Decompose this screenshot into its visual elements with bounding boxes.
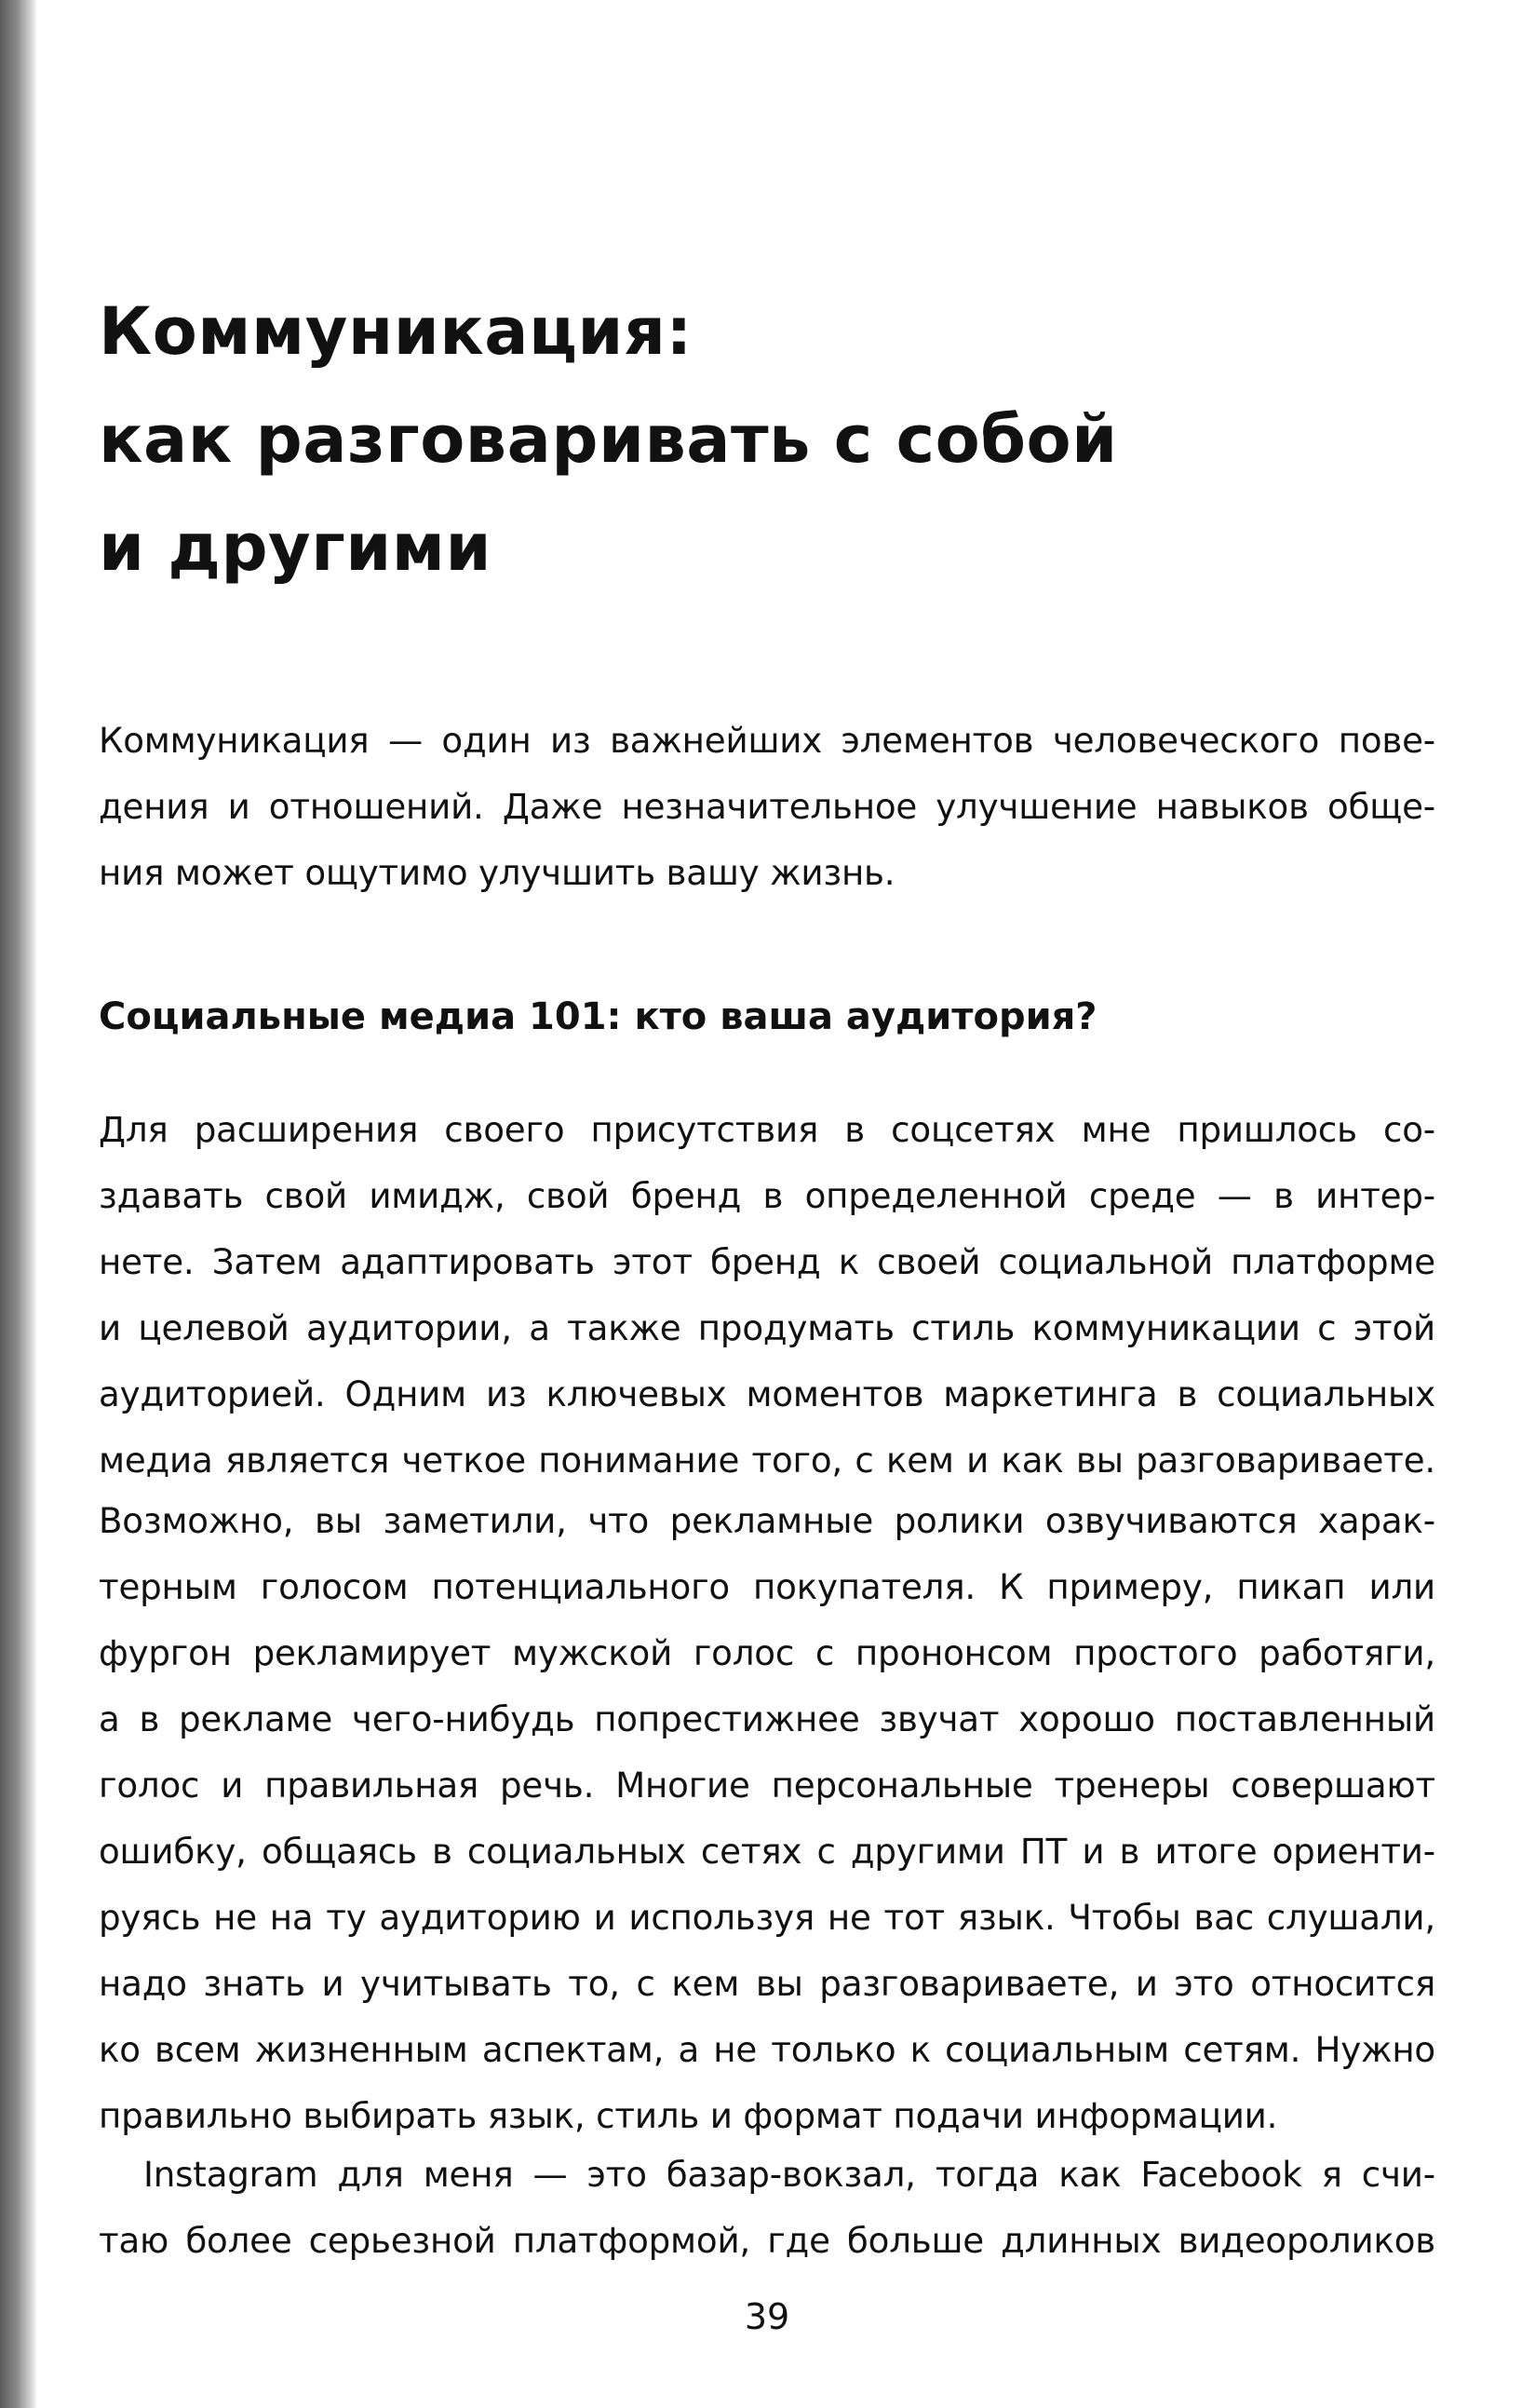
page-number: 39 xyxy=(744,2296,790,2337)
text-line: Instagram для меня — это базар-вокзал, тогда как Facebook я счи- xyxy=(143,2154,1435,2195)
text-line: а в рекламе чего-нибудь попрестижнее звучат хорошо поставленный xyxy=(99,1698,1435,1739)
text-line: нете. Затем адаптировать этот бренд к своей социальной платформе xyxy=(99,1241,1435,1282)
text-line: Для расширения своего присутствия в соцсетях мне пришлось со- xyxy=(99,1109,1435,1150)
text-line: голос и правильная речь. Многие персональные тренеры совершают xyxy=(99,1765,1435,1806)
text-line: ко всем жизненным аспектам, а не только к социальным сетям. Нужно xyxy=(99,2029,1435,2070)
text-line: дения и отношений. Даже незначительное улучшение навыков обще- xyxy=(99,786,1435,827)
text-line: здавать свой имидж, свой бренд в определенной среде — в интер- xyxy=(99,1175,1435,1216)
text-line: медиа является четкое понимание того, с кем и как вы разговариваете. xyxy=(99,1440,1435,1481)
text-line: руясь не на ту аудиторию и используя не тот язык. Чтобы вас слушали, xyxy=(99,1897,1435,1938)
page-gutter-shadow xyxy=(0,0,37,2408)
text-line: ния может ощутимо улучшить вашу жизнь. xyxy=(99,852,895,893)
body-paragraph xyxy=(99,1488,1435,2149)
text-line: правильно выбирать язык, стиль и формат подачи информации. xyxy=(99,2095,1278,2136)
text-line: таю более серьезной платформой, где больше длинных видеороликов xyxy=(99,2220,1435,2261)
book-page xyxy=(99,0,1435,2408)
text-line: надо знать и учитывать то, с кем вы разговариваете, и это относится xyxy=(99,1963,1435,2004)
section-heading: Социальные медиа 101: кто ваша аудитория? xyxy=(99,995,1097,1038)
body-paragraph xyxy=(99,2142,1435,2274)
text-line: ошибку, общаясь в социальных сетях с другими ПТ и в итоге ориенти- xyxy=(99,1831,1435,1872)
chapter-title-line: как разговаривать с собой xyxy=(99,401,1118,478)
chapter-title-line: Коммуникация: xyxy=(99,293,693,370)
text-line: фургон рекламирует мужской голос с прононсом простого работяги, xyxy=(99,1632,1435,1673)
text-line: аудиторией. Одним из ключевых моментов маркетинга в социальных xyxy=(99,1373,1435,1414)
text-line: Коммуникация — один из важнейших элементов человеческого пове- xyxy=(99,720,1435,761)
body-paragraph xyxy=(99,1097,1435,1494)
chapter-title xyxy=(99,277,1430,602)
chapter-title-line: и другими xyxy=(99,509,492,586)
text-line: и целевой аудитории, а также продумать стиль коммуникации с этой xyxy=(99,1307,1435,1348)
text-line: терным голосом потенциального покупателя. К примеру, пикап или xyxy=(99,1566,1435,1607)
text-line: Возможно, вы заметили, что рекламные ролики озвучиваются харак- xyxy=(99,1500,1435,1541)
intro-paragraph xyxy=(99,708,1435,906)
